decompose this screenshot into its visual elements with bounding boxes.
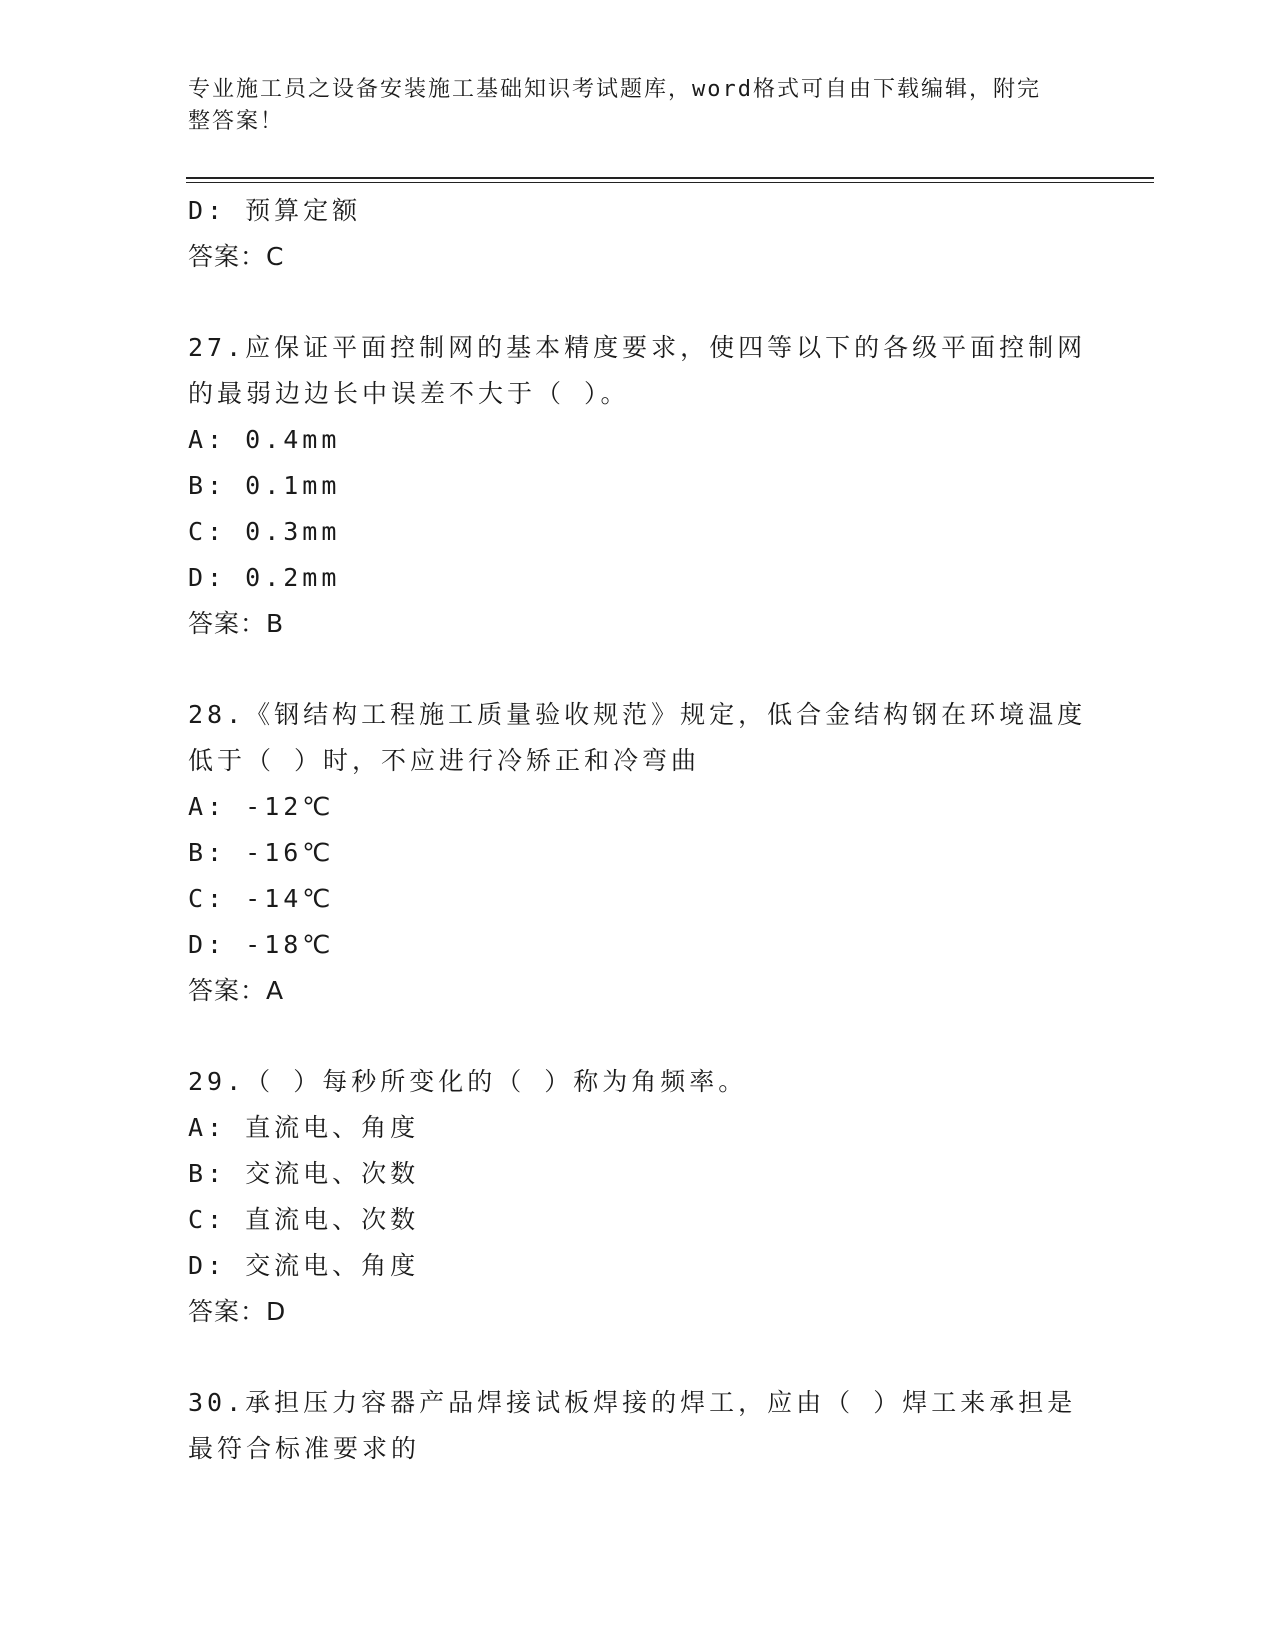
document-header [188,74,1068,138]
option-a: A: 0.4mm [188,425,341,454]
option-a: A: -12℃ [188,792,335,821]
question-spacer [188,280,1088,325]
question-stem-line: 29.（ ）每秒所变化的（ ）称为角频率。 [188,1067,748,1096]
question-stem-line: 27.应保证平面控制网的基本精度要求，使四等以下的各级平面控制网 [188,333,1087,362]
question-28 [188,692,1088,1014]
answer-line: 答案：D [188,1297,287,1326]
question-spacer [188,1014,1088,1059]
question-spacer [188,1335,1088,1380]
option-d: D: 预算定额 [188,196,362,225]
question-stem-line: 28.《钢结构工程施工质量验收规范》规定，低合金结构钢在环境温度 [188,700,1087,729]
option-d: D: 交流电、角度 [188,1251,420,1280]
option-d: D: 0.2mm [188,563,341,592]
question-stem-line: 的最弱边边长中误差不大于（ ）。 [188,379,630,408]
question-stem-line: 低于（ ）时，不应进行冷矫正和冷弯曲 [188,746,701,775]
header-divider-thick [186,177,1154,179]
option-d: D: -18℃ [188,930,335,959]
answer-line: 答案：B [188,609,285,638]
question-26-tail [188,188,1088,280]
answer-line: 答案：A [188,976,285,1005]
option-c: C: 直流电、次数 [188,1205,420,1234]
question-spacer [188,647,1088,692]
option-a: A: 直流电、角度 [188,1113,420,1142]
option-b: B: 0.1mm [188,471,341,500]
option-c: C: 0.3mm [188,517,341,546]
option-c: C: -14℃ [188,884,335,913]
option-b: B: -16℃ [188,838,335,867]
header-divider-thin [186,182,1154,183]
question-30 [188,1380,1088,1472]
question-27 [188,325,1088,647]
question-29 [188,1059,1088,1335]
header-line-1: 专业施工员之设备安装施工基础知识考试题库，word格式可自由下载编辑，附完 [188,77,1041,102]
option-b: B: 交流电、次数 [188,1159,420,1188]
question-stem-line: 最符合标准要求的 [188,1434,421,1463]
header-line-2: 整答案！ [188,109,285,134]
question-stem-line: 30.承担压力容器产品焊接试板焊接的焊工，应由（ ）焊工来承担是 [188,1388,1077,1417]
answer-line: 答案：C [188,242,285,271]
question-content [188,188,1088,1472]
